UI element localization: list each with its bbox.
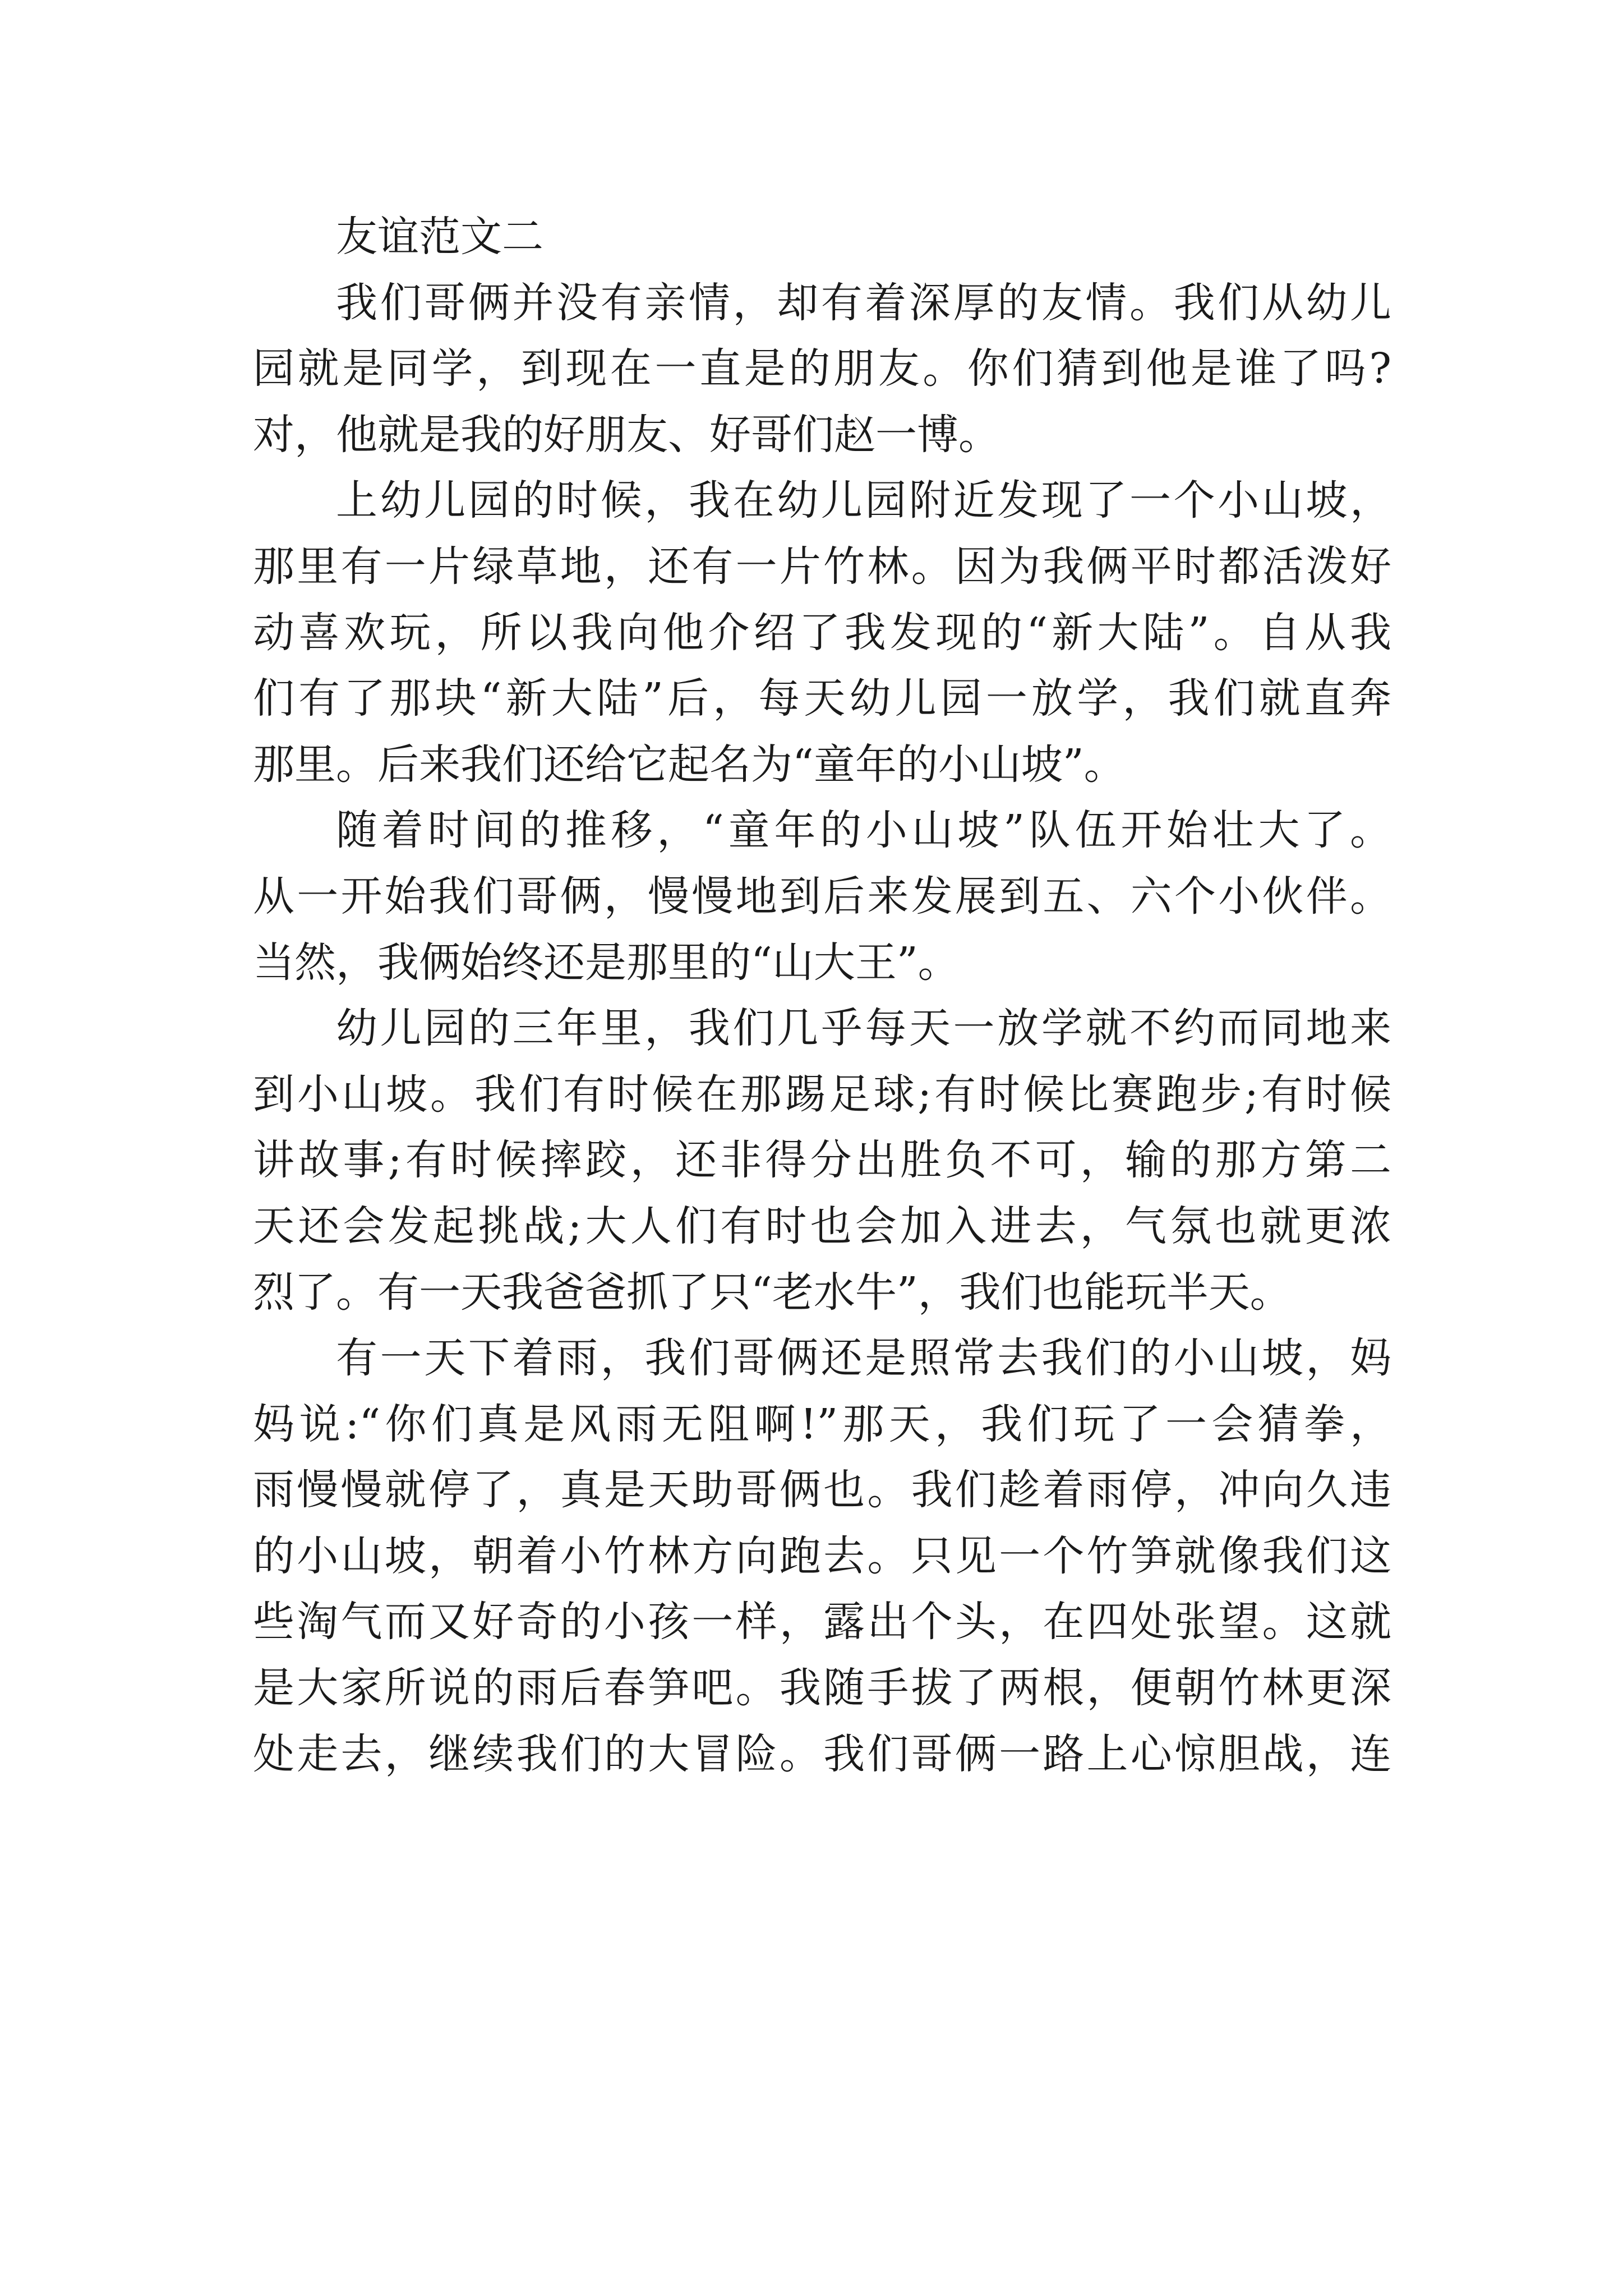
paragraph-5-line-1: 有一天下着雨，我们哥俩还是照常去我们的小山坡，妈 bbox=[336, 1334, 1391, 1383]
paragraph-4-line-4: 天还会发起挑战;大人们有时也会加入进去，气氛也就更浓 bbox=[253, 1202, 1391, 1250]
paragraph-4-line-5: 烈了。有一天我爸爸抓了只“老水牛”，我们也能玩半天。 bbox=[253, 1268, 1292, 1317]
paragraph-5-line-2: 妈说:“你们真是风雨无阻啊!”那天，我们玩了一会猜拳， bbox=[253, 1400, 1391, 1448]
paragraph-3-line-2: 从一开始我们哥俩，慢慢地到后来发展到五、六个小伙伴。 bbox=[253, 872, 1391, 921]
paragraph-1-line-3: 对，他就是我的好朋友、好哥们赵一博。 bbox=[253, 410, 1000, 459]
paragraph-2-line-2: 那里有一片绿草地，还有一片竹林。因为我俩平时都活泼好 bbox=[253, 542, 1391, 591]
paragraph-5-line-4: 的小山坡，朝着小竹林方向跑去。只见一个竹笋就像我们这 bbox=[253, 1531, 1391, 1580]
paragraph-3-line-3: 当然，我俩始终还是那里的“山大王”。 bbox=[253, 938, 960, 987]
document-title: 友谊范文二 bbox=[336, 213, 543, 261]
paragraph-5-line-3: 雨慢慢就停了，真是天助哥俩也。我们趁着雨停，冲向久违 bbox=[253, 1466, 1391, 1515]
paragraph-5-line-7: 处走去，继续我们的大冒险。我们哥俩一路上心惊胆战，连 bbox=[253, 1729, 1391, 1778]
paragraph-1-line-2: 园就是同学，到现在一直是的朋友。你们猜到他是谁了吗? bbox=[253, 344, 1391, 393]
paragraph-2-line-1: 上幼儿园的时候，我在幼儿园附近发现了一个小山坡， bbox=[336, 476, 1391, 525]
paragraph-5-line-5: 些淘气而又好奇的小孩一样，露出个头，在四处张望。这就 bbox=[253, 1598, 1391, 1646]
paragraph-2-line-3: 动喜欢玩，所以我向他介绍了我发现的“新大陆”。自从我 bbox=[253, 608, 1391, 657]
paragraph-4-line-3: 讲故事;有时候摔跤，还非得分出胜负不可，输的那方第二 bbox=[253, 1136, 1391, 1185]
paragraph-5-line-6: 是大家所说的雨后春笋吧。我随手拔了两根，便朝竹林更深 bbox=[253, 1664, 1391, 1713]
paragraph-4-line-1: 幼儿园的三年里，我们几乎每天一放学就不约而同地来 bbox=[336, 1004, 1391, 1053]
document-body bbox=[253, 204, 1391, 1787]
paragraph-2-line-5: 那里。后来我们还给它起名为“童年的小山坡”。 bbox=[253, 740, 1126, 789]
paragraph-4-line-2: 到小山坡。我们有时候在那踢足球;有时候比赛跑步;有时候 bbox=[253, 1070, 1391, 1119]
paragraph-2-line-4: 们有了那块“新大陆”后，每天幼儿园一放学，我们就直奔 bbox=[253, 674, 1391, 723]
paragraph-3-line-1: 随着时间的推移，“童年的小山坡”队伍开始壮大了。 bbox=[336, 806, 1391, 855]
paragraph-1-line-1: 我们哥俩并没有亲情，却有着深厚的友情。我们从幼儿 bbox=[336, 278, 1391, 327]
